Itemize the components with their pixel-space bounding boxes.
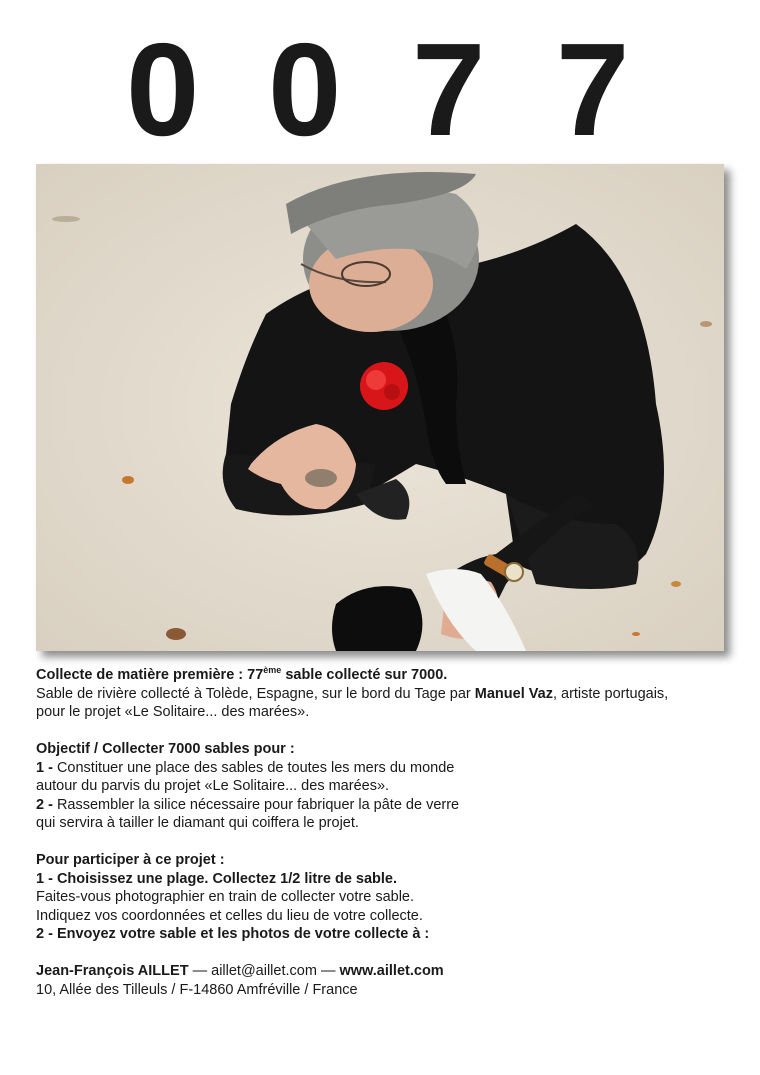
issue-number [0,16,760,163]
digit-3: 7 [412,16,486,163]
headline: Collecte de matière première : 77ème sable collecté sur 7000. [36,665,448,683]
objective-title: Objectif / Collecter 7000 sables pour : [36,741,295,757]
sand-collection-photo [36,164,724,651]
participate-step-2: 2 - Envoyez votre sable et les photos de votre collecte à : [36,926,430,942]
contact-email[interactable]: aillet@aillet.com [211,963,317,979]
contact-website[interactable]: www.aillet.com [339,963,444,979]
caption-block [36,666,726,999]
digit-2: 0 [268,16,342,163]
digit-1: 0 [126,16,200,163]
participate-step-1-line3: Indiquez vos coordonnées et celles du lieu de votre collecte. [36,907,423,924]
objective-item-2-cont: qui servira à tailler le diamant qui coiffera le projet. [36,815,359,831]
contact-name: Jean-François AILLET [36,963,189,979]
contact-address: 10, Allée des Tilleuls / F-14860 Amfréville / France [36,981,358,998]
contact-line: Jean-François AILLET — aillet@aillet.com — www.aillet.com [36,963,444,979]
photo-icon [36,164,724,651]
origin-line: Sable de rivière collecté à Tolède, Espagne, sur le bord du Tage par Manuel Vaz, artiste portugais, [36,685,669,702]
project-line: pour le projet «Le Solitaire... des marées». [36,704,310,720]
artist-name: Manuel Vaz [474,685,553,702]
digit-4: 7 [556,16,630,163]
objective-item-1-cont: autour du parvis du projet «Le Solitaire... des marées». [36,778,390,794]
participate-step-1: 1 - Choisissez une plage. Collectez 1/2 litre de sable. [36,870,398,887]
objective-item-2: 2 - Rassembler la silice nécessaire pour fabriquer la pâte de verre [36,796,460,813]
participate-step-1-line2: Faites-vous photographier en train de collecter votre sable. [36,889,415,905]
participate-title: Pour participer à ce projet : [36,852,225,868]
objective-item-1: 1 - Constituer une place des sables de toutes les mers du monde [36,759,455,776]
